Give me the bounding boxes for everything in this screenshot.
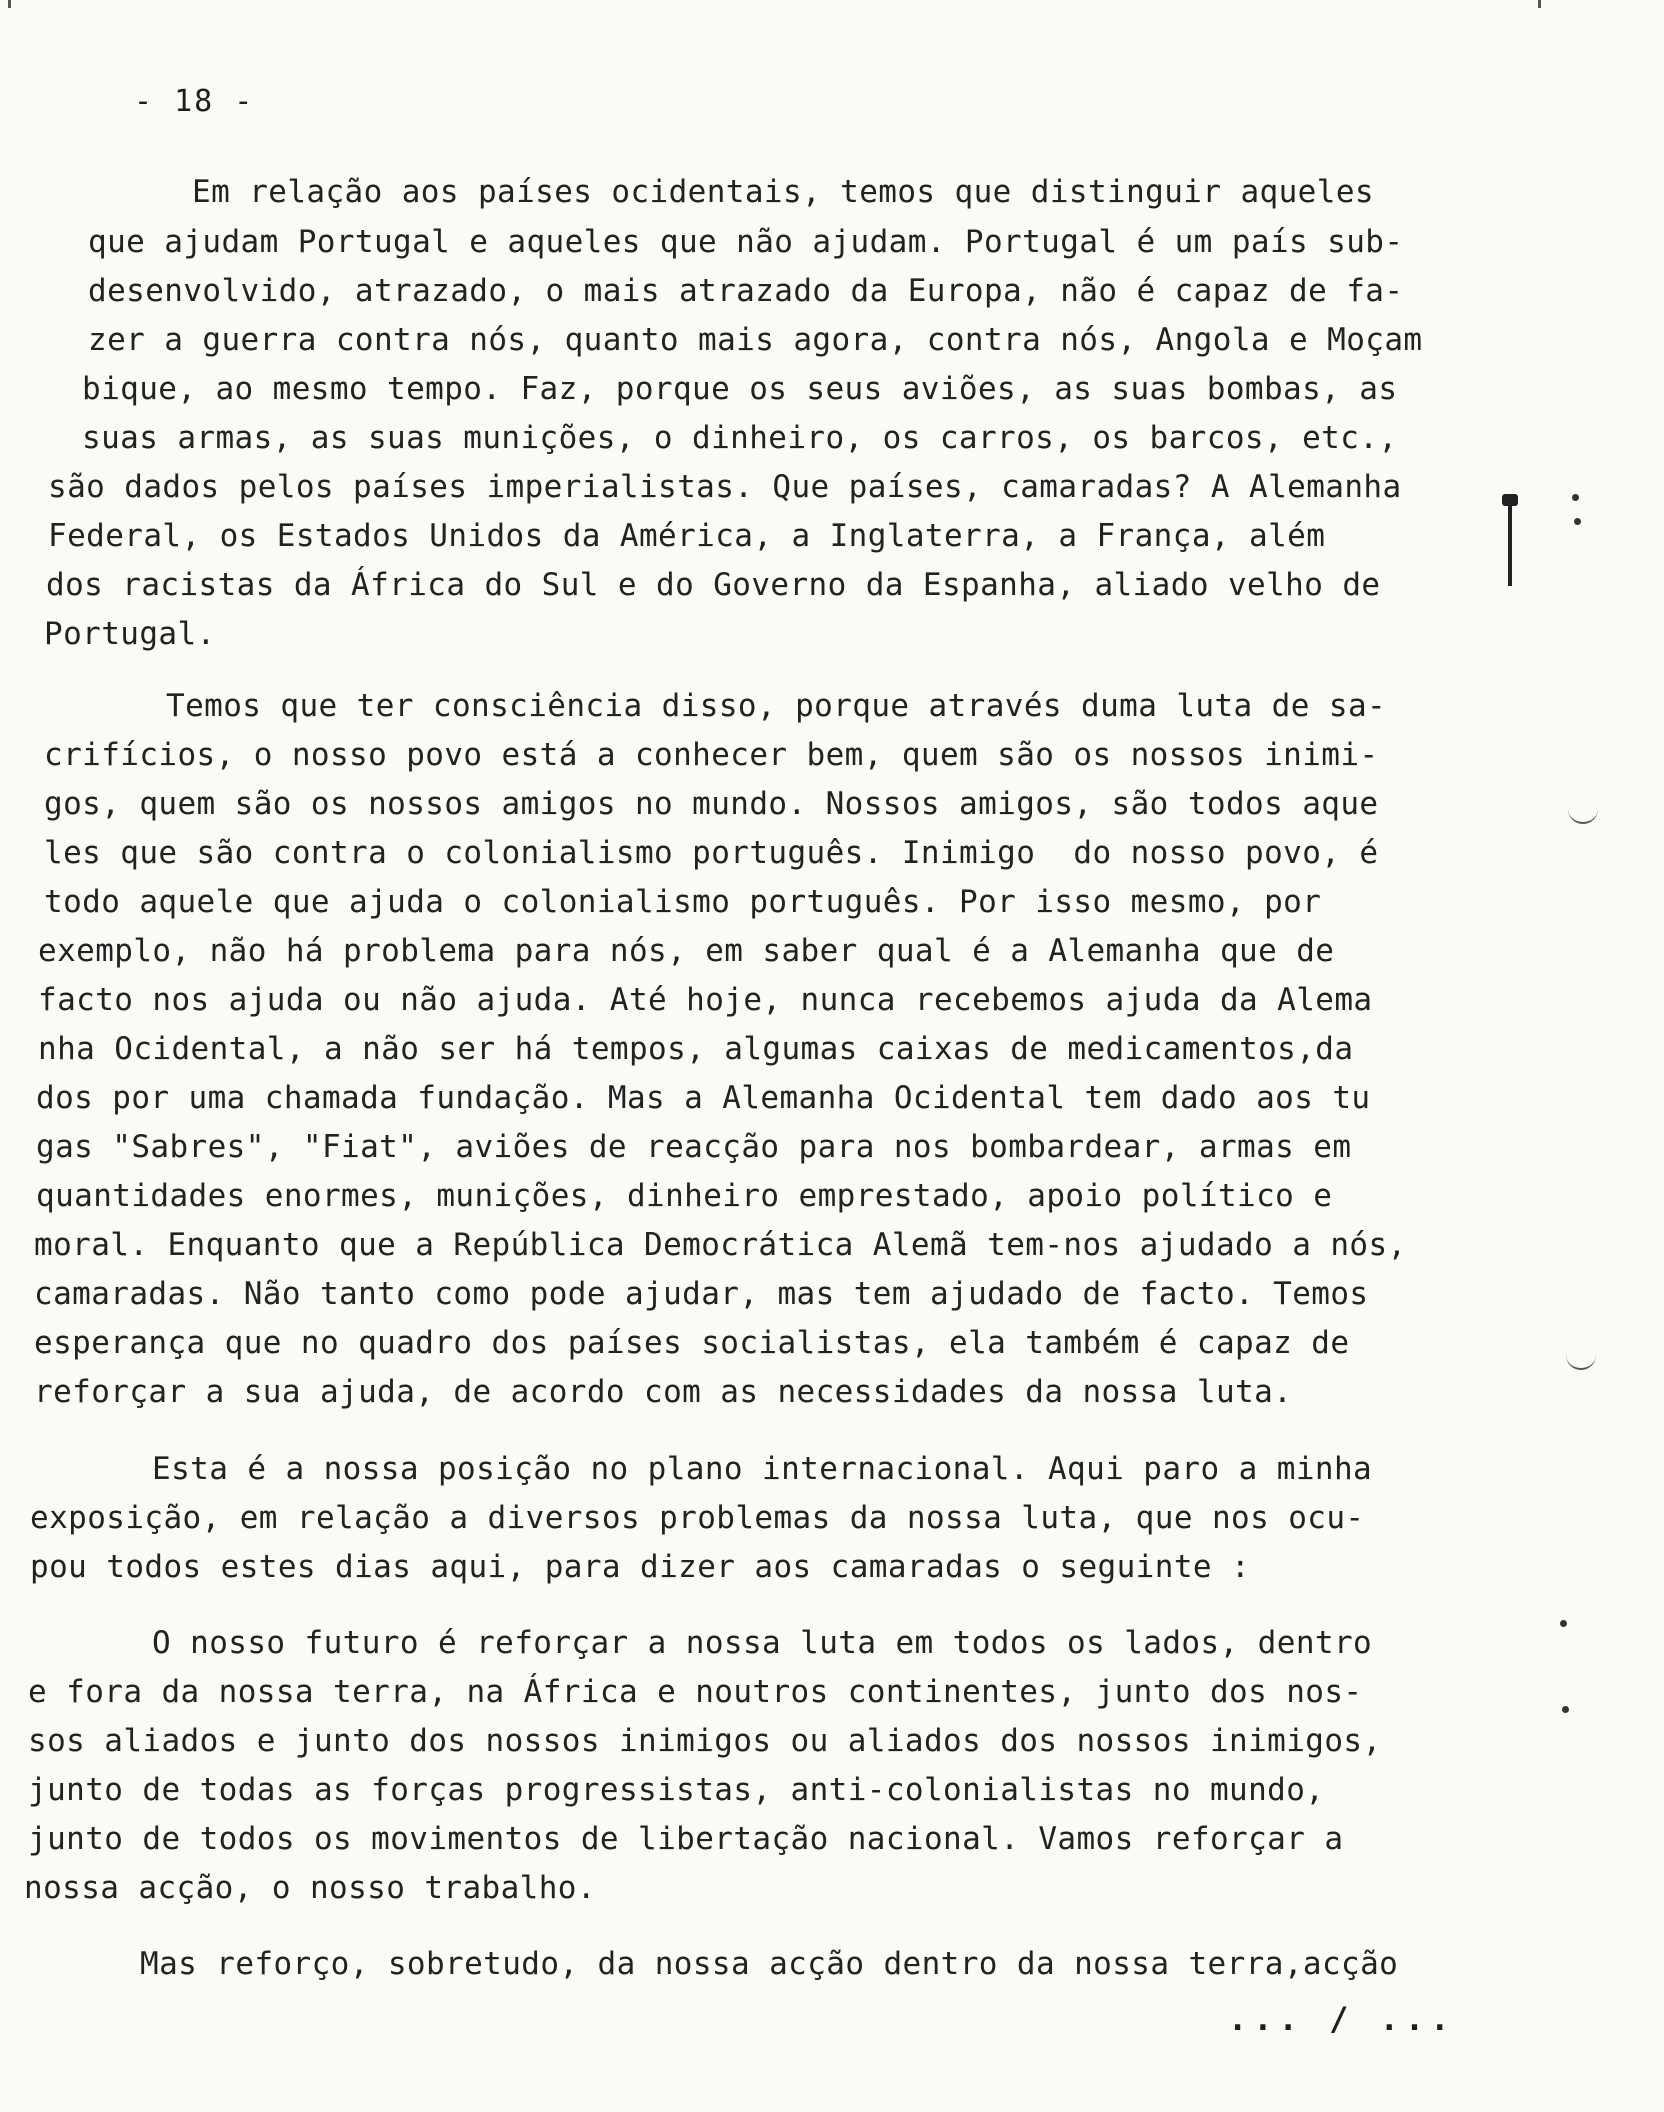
text-line: suas armas, as suas munições, o dinheiro, os carros, os barcos, etc., bbox=[82, 420, 1398, 456]
margin-tick bbox=[1568, 808, 1598, 824]
text-line: exposição, em relação a diversos problemas da nossa luta, que nos ocu- bbox=[30, 1500, 1365, 1536]
text-line: Em relação aos países ocidentais, temos que distinguir aqueles bbox=[192, 174, 1374, 210]
text-line: esperança que no quadro dos países socialistas, ela também é capaz de bbox=[34, 1325, 1350, 1361]
text-line: moral. Enquanto que a República Democrática Alemã tem-nos ajudado a nós, bbox=[34, 1227, 1407, 1263]
text-line: nha Ocidental, a não ser há tempos, algumas caixas de medicamentos,da bbox=[38, 1031, 1354, 1067]
text-line: sos aliados e junto dos nossos inimigos ou aliados dos nossos inimigos, bbox=[28, 1723, 1382, 1759]
text-line: que ajudam Portugal e aqueles que não ajudam. Portugal é um país sub- bbox=[88, 224, 1404, 260]
text-line: Federal, os Estados Unidos da América, a Inglaterra, a França, além bbox=[48, 518, 1326, 554]
text-line: desenvolvido, atrazado, o mais atrazado da Europa, não é capaz de fa- bbox=[88, 273, 1404, 309]
margin-tick bbox=[1566, 1354, 1596, 1370]
text-line: e fora da nossa terra, na África e noutros continentes, junto dos nos- bbox=[28, 1674, 1363, 1710]
text-line: exemplo, não há problema para nós, em saber qual é a Alemanha que de bbox=[38, 933, 1335, 969]
text-line: Portugal. bbox=[44, 616, 216, 652]
text-line: nossa acção, o nosso trabalho. bbox=[24, 1870, 596, 1906]
text-line: pou todos estes dias aqui, para dizer aos camaradas o seguinte : bbox=[30, 1549, 1251, 1585]
margin-dot bbox=[1562, 1706, 1569, 1713]
text-line: Mas reforço, sobretudo, da nossa acção dentro da nossa terra,acção bbox=[140, 1946, 1399, 1982]
text-line: junto de todas as forças progressistas, anti-colonialistas no mundo, bbox=[28, 1772, 1325, 1808]
text-line: camaradas. Não tanto como pode ajudar, mas tem ajudado de facto. Temos bbox=[34, 1276, 1369, 1312]
text-line: todo aquele que ajuda o colonialismo português. Por isso mesmo, por bbox=[44, 884, 1322, 920]
text-line: crifícios, o nosso povo está a conhecer bem, quem são os nossos inimi- bbox=[44, 737, 1379, 773]
text-line: junto de todos os movimentos de libertação nacional. Vamos reforçar a bbox=[28, 1821, 1344, 1857]
text-line: são dados pelos países imperialistas. Que países, camaradas? A Alemanha bbox=[48, 469, 1402, 505]
text-line: gos, quem são os nossos amigos no mundo. Nossos amigos, são todos aque bbox=[44, 786, 1379, 822]
text-line: dos por uma chamada fundação. Mas a Alemanha Ocidental tem dado aos tu bbox=[36, 1080, 1371, 1116]
text-line: Esta é a nossa posição no plano internacional. Aqui paro a minha bbox=[152, 1451, 1373, 1487]
text-line: Temos que ter consciência disso, porque através duma luta de sa- bbox=[166, 688, 1387, 724]
text-line: zer a guerra contra nós, quanto mais agora, contra nós, Angola e Moçam bbox=[88, 322, 1423, 358]
text-line: gas "Sabres", "Fiat", aviões de reacção para nos bombardear, armas em bbox=[36, 1129, 1352, 1165]
scan-edge-mark bbox=[8, 0, 11, 8]
margin-bracket bbox=[1508, 494, 1512, 586]
text-line: les que são contra o colonialismo português. Inimigo do nosso povo, é bbox=[44, 835, 1379, 871]
scan-edge-mark bbox=[1538, 0, 1541, 8]
continuation-mark: ... / ... bbox=[1228, 2000, 1456, 2038]
page-number: - 18 - bbox=[134, 84, 255, 119]
text-line: quantidades enormes, munições, dinheiro emprestado, apoio político e bbox=[36, 1178, 1333, 1214]
text-line: O nosso futuro é reforçar a nossa luta em todos os lados, dentro bbox=[152, 1625, 1373, 1661]
text-line: bique, ao mesmo tempo. Faz, porque os seus aviões, as suas bombas, as bbox=[82, 371, 1398, 407]
text-line: dos racistas da África do Sul e do Governo da Espanha, aliado velho de bbox=[46, 567, 1381, 603]
margin-dot bbox=[1572, 494, 1579, 501]
text-line: reforçar a sua ajuda, de acordo com as necessidades da nossa luta. bbox=[34, 1374, 1293, 1410]
margin-dot bbox=[1560, 1620, 1567, 1627]
margin-dot bbox=[1574, 518, 1581, 525]
text-line: facto nos ajuda ou não ajuda. Até hoje, nunca recebemos ajuda da Alema bbox=[38, 982, 1373, 1018]
